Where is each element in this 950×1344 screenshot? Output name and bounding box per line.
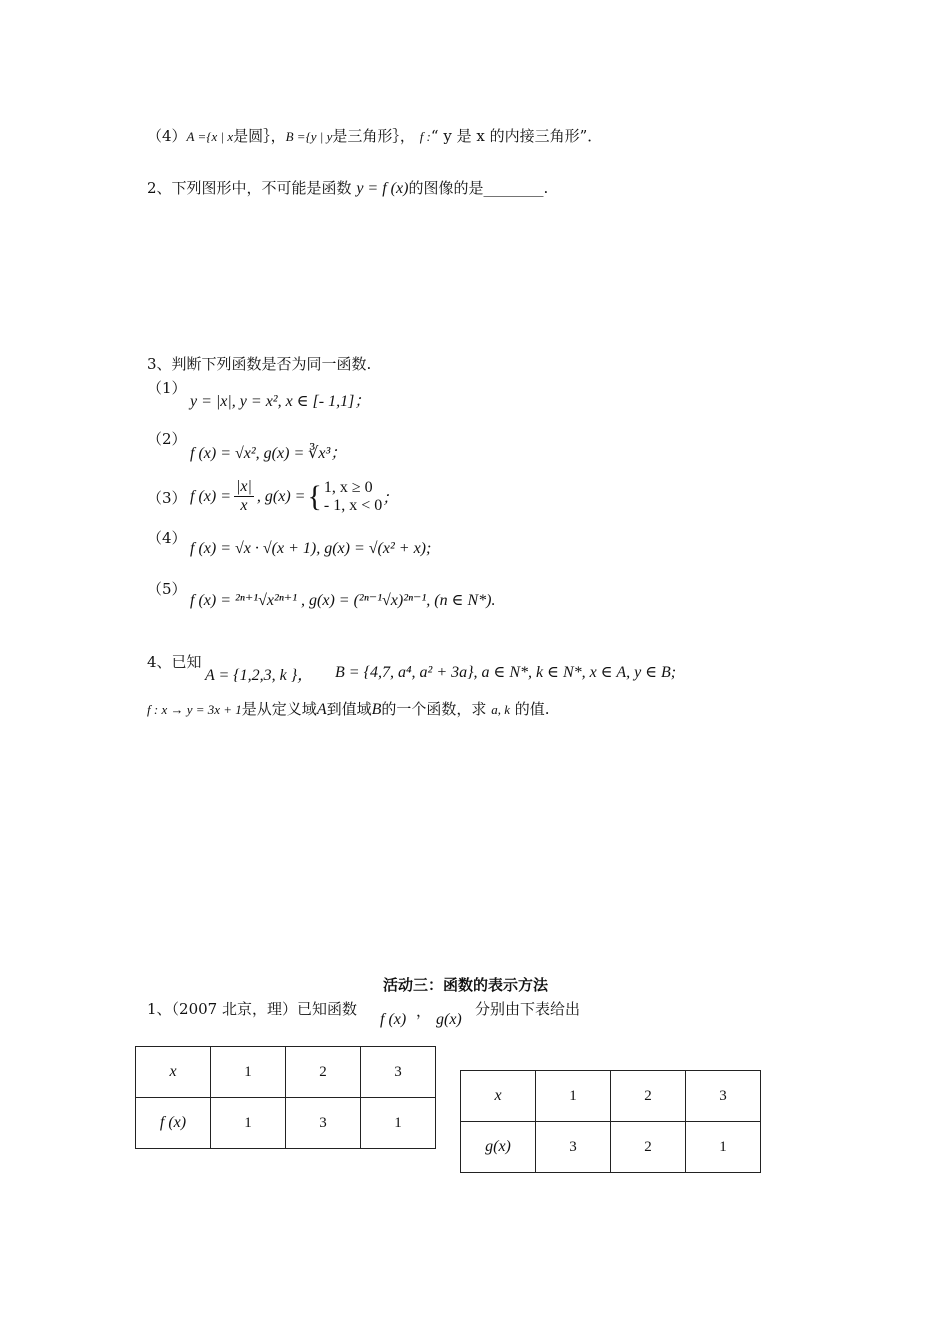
q3-item-5-num: （5） xyxy=(147,580,187,598)
question-2 xyxy=(147,177,548,198)
item-3-mid: , g(x) = xyxy=(256,487,306,505)
item-number: （4） xyxy=(147,127,187,145)
q3-item-4-num: （4） xyxy=(147,529,187,547)
fraction-numerator: |x| xyxy=(236,478,252,495)
question-4-B: B xyxy=(371,701,382,718)
table-cell: 2 xyxy=(611,1122,686,1173)
case-2: - 1, x < 0 xyxy=(323,496,383,514)
table-row xyxy=(136,1098,436,1149)
set-b-expr: B ={y | y xyxy=(285,129,333,144)
act3-q1-tail: 分别由下表给出 xyxy=(475,1000,581,1018)
question-4-lead: 4、已知 xyxy=(147,653,202,671)
question-4-mid: 是从定义域 xyxy=(241,700,317,718)
brace-icon: { xyxy=(307,479,322,513)
section-title: 活动三：函数的表示方法 xyxy=(383,976,549,994)
question-4-A: A xyxy=(316,701,327,718)
q3-item-3-num: （3） xyxy=(147,489,187,507)
q3-item-4-expr: f (x) = √x · √(x + 1), g(x) = √(x² + x); xyxy=(190,540,432,557)
fraction xyxy=(234,478,254,515)
act3-q1-f: f (x) xyxy=(380,1011,407,1028)
q3-item-2-num: （2） xyxy=(147,430,187,448)
table-row xyxy=(136,1047,436,1098)
case-1: 1, x ≥ 0 xyxy=(323,478,373,496)
fraction-denominator: x xyxy=(240,497,248,514)
table-g xyxy=(460,1070,761,1173)
q3-item-5-expr: f (x) = ²ⁿ⁺¹√x²ⁿ⁺¹ , g(x) = (²ⁿ⁻¹√x)²ⁿ⁻¹, (n ∈ N*). xyxy=(190,592,496,609)
table-f xyxy=(135,1046,436,1149)
table-cell: 3 xyxy=(686,1071,761,1122)
question-2-text: 2、下列图形中，不可能是函数 xyxy=(147,179,352,197)
mapping-f: f : xyxy=(419,129,431,144)
question-4-tail: 的一个函数，求 xyxy=(381,700,487,718)
item-3-end: ； xyxy=(382,490,399,507)
mapping-rule: “ y 是 x 的内接三角形”． xyxy=(430,127,603,145)
item-3-lhs: f (x) = xyxy=(190,487,231,505)
question-4-set-a: A = {1,2,3, k }， xyxy=(205,667,314,684)
question-4-mid2: 到值域 xyxy=(326,700,372,718)
q3-item-3-expr xyxy=(190,478,398,515)
table-cell: x xyxy=(461,1071,536,1122)
table-row xyxy=(461,1071,761,1122)
table-cell: 2 xyxy=(286,1047,361,1098)
table-cell: 2 xyxy=(611,1071,686,1122)
q3-item-1-num: （1） xyxy=(147,379,187,397)
q1-item-4 xyxy=(147,125,602,146)
table-cell: x xyxy=(136,1047,211,1098)
act3-q1-comma: ， xyxy=(416,1002,432,1020)
table-cell: 1 xyxy=(211,1047,286,1098)
question-4-end: 的值. xyxy=(514,700,550,718)
piecewise-cases xyxy=(324,479,382,515)
question-2-tail: 的图像的是________. xyxy=(408,179,549,197)
set-a-tail: 是圆｝， xyxy=(233,127,286,145)
table-cell: 1 xyxy=(361,1098,436,1149)
question-2-expr: y = f (x) xyxy=(356,180,409,197)
table-cell: 1 xyxy=(686,1122,761,1173)
question-4-map: f : x → y = 3x + 1 xyxy=(147,702,242,717)
table-cell: 1 xyxy=(536,1071,611,1122)
set-b-tail: 是三角形｝， xyxy=(332,127,415,145)
question-3-title: 3、判断下列函数是否为同一函数. xyxy=(147,355,372,373)
question-4-line-2 xyxy=(147,698,550,719)
table-cell: 3 xyxy=(361,1047,436,1098)
q3-item-2-expr: f (x) = √x², g(x) = ∛x³； xyxy=(190,445,347,462)
table-cell: 3 xyxy=(286,1098,361,1149)
table-cell: 1 xyxy=(211,1098,286,1149)
set-a-expr: A ={x | x xyxy=(186,129,234,144)
act3-q1-text: 1、（2007 北京，理）已知函数 xyxy=(147,1000,357,1018)
q3-item-1-expr: y = |x|, y = x², x ∈ [- 1,1]； xyxy=(190,393,371,410)
act3-q1-g: g(x) xyxy=(436,1011,462,1028)
table-cell: f (x) xyxy=(136,1098,211,1149)
question-4-ak: a, k xyxy=(491,702,510,717)
table-cell: g(x) xyxy=(461,1122,536,1173)
table-cell: 3 xyxy=(536,1122,611,1173)
question-4-set-b: B = {4,7, a⁴, a² + 3a}, a ∈ N*, k ∈ N*, x ∈ A, y ∈ B; xyxy=(335,664,677,681)
table-row xyxy=(461,1122,761,1173)
